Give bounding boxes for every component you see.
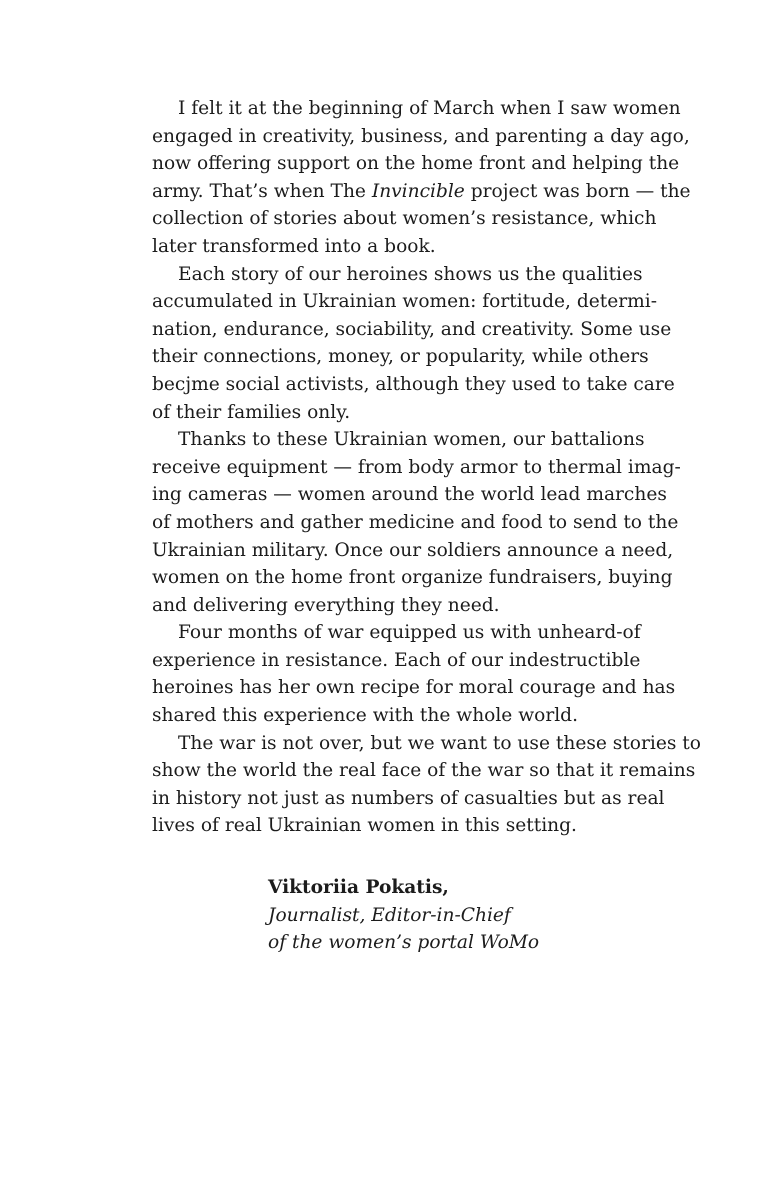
text-line: I felt it at the beginning of March when I saw women: [178, 98, 681, 119]
text-line: receive equipment — from body armor to thermal imag-: [152, 456, 681, 478]
text-line: of their families only.: [152, 401, 351, 423]
text-line: [152, 178, 691, 206]
paragraph-5: [152, 730, 701, 840]
text-line: their connections, money, or popularity, while others: [152, 346, 649, 368]
text-line: accumulated in Ukrainian women: fortitude, determi-: [152, 291, 657, 313]
text-line: Four months of war equipped us with unheard-of: [178, 622, 641, 644]
text-line: collection of stories about women’s resistance, which: [152, 208, 657, 230]
text-line: in history not just as numbers of casualties but as real: [152, 787, 665, 809]
text-line: and delivering everything they need.: [152, 594, 500, 616]
author-signature: [268, 874, 648, 957]
author-role: Journalist, Editor-in-Chief: [268, 904, 511, 926]
text-line: The war is not over, but we want to use these stories to: [178, 732, 701, 754]
text-line: now offering support on the home front and helping the: [152, 153, 680, 175]
paragraph-1: [152, 95, 691, 261]
text-line: shared this experience with the whole world.: [152, 705, 578, 727]
text-line: of mothers and gather medicine and food to send to the: [152, 511, 679, 533]
text-line: experience in resistance. Each of our indestructible: [152, 649, 641, 671]
text-line: engaged in creativity, business, and parenting a day ago,: [152, 125, 690, 147]
text-line: Ukrainian military. Once our soldiers announce a need,: [152, 539, 674, 561]
author-affiliation: of the women’s portal WoMo: [268, 932, 540, 954]
author-name: Viktoriia Pokatis,: [268, 877, 449, 898]
paragraph-4: [152, 619, 676, 729]
text-line: heroines has her own recipe for moral courage and has: [152, 677, 676, 699]
text-line: lives of real Ukrainian women in this setting.: [152, 815, 577, 837]
text-line: nation, endurance, sociability, and creativity. Some use: [152, 318, 672, 340]
book-title-emphasis: Invincible: [371, 180, 465, 202]
text-line: later transformed into a book.: [152, 235, 436, 257]
text-line: Each story of our heroines shows us the qualities: [178, 263, 643, 285]
text-line: women on the home front organize fundraisers, buying: [152, 567, 673, 589]
paragraph-3: [152, 426, 681, 619]
text-line: becjme social activists, although they used to take care: [152, 373, 675, 395]
text-line: show the world the real face of the war so that it remains: [152, 760, 696, 782]
body-text: [152, 95, 701, 840]
text-run: project was born — the: [464, 180, 691, 202]
text-run: army. That’s when The: [152, 180, 372, 202]
paragraph-2: [152, 261, 675, 427]
text-line: ing cameras — women around the world lead marches: [152, 484, 667, 506]
text-line: Thanks to these Ukrainian women, our battalions: [178, 429, 645, 451]
